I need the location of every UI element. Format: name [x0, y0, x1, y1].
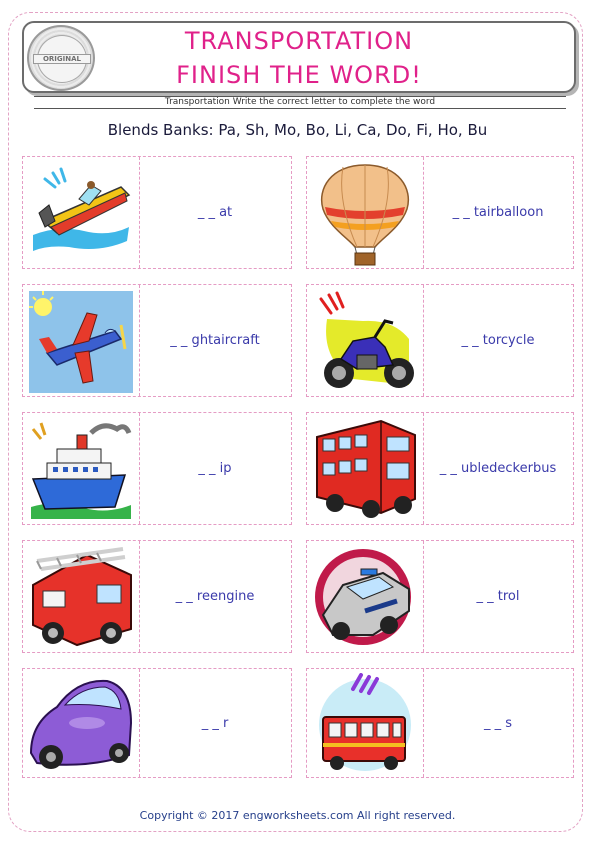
word-blank: _ _ reengine [175, 589, 255, 604]
copyright-footer: Copyright © 2017 engworksheets.com All right reserved. [139, 809, 456, 822]
word-blank: _ _ tairballoon [452, 205, 544, 220]
airplane-icon [29, 291, 133, 393]
card-3 [22, 284, 292, 397]
word-blank: _ _ ghtaircraft [170, 333, 260, 348]
fire-engine-icon [27, 545, 135, 649]
card-4 [306, 284, 574, 397]
card-1 [22, 156, 292, 269]
card-8 [306, 540, 574, 653]
stamp-label: ORIGINAL [33, 54, 91, 64]
card-image-cell [307, 541, 424, 652]
card-5 [22, 412, 292, 525]
original-stamp-icon [27, 25, 95, 91]
card-2 [306, 156, 574, 269]
ship-icon [29, 419, 133, 521]
word-blank: _ _ at [197, 205, 233, 220]
word-blank: _ _ trol [476, 589, 520, 604]
card-image-cell [307, 669, 424, 777]
card-7 [22, 540, 292, 653]
instruction-bar [34, 96, 566, 109]
bus-icon [313, 673, 417, 775]
card-image-cell [307, 413, 424, 524]
card-image-cell [23, 157, 140, 268]
motorcycle-icon [313, 289, 417, 393]
card-10 [306, 668, 574, 778]
title-line-2: FINISH THE WORD! [176, 61, 422, 89]
title-box [22, 21, 576, 93]
card-image-cell [23, 285, 140, 396]
word-blank: _ _ s [483, 715, 513, 731]
speedboat-icon [29, 165, 133, 261]
card-image-cell [307, 157, 424, 268]
word-blank: _ _ ip [198, 461, 232, 476]
card-image-cell [307, 285, 424, 396]
car-icon [27, 673, 135, 775]
word-blank: _ _ ubledeckerbus [439, 461, 557, 476]
card-6 [306, 412, 574, 525]
card-9 [22, 668, 292, 778]
word-blank: _ _ torcycle [461, 333, 535, 348]
blends-bank: Blends Banks: Pa, Sh, Mo, Bo, Li, Ca, Do, Fi, Ho, Bu [107, 121, 488, 139]
instruction-text: Transportation Write the correct letter to complete the word [164, 97, 436, 107]
card-image-cell [23, 413, 140, 524]
police-car-icon [313, 545, 417, 649]
word-blank: _ _ r [201, 715, 229, 731]
card-image-cell [23, 541, 140, 652]
card-image-cell [23, 669, 140, 777]
hot-air-balloon-icon [313, 161, 417, 267]
double-decker-bus-icon [311, 417, 419, 521]
title-line-1: TRANSPORTATION [184, 27, 414, 55]
